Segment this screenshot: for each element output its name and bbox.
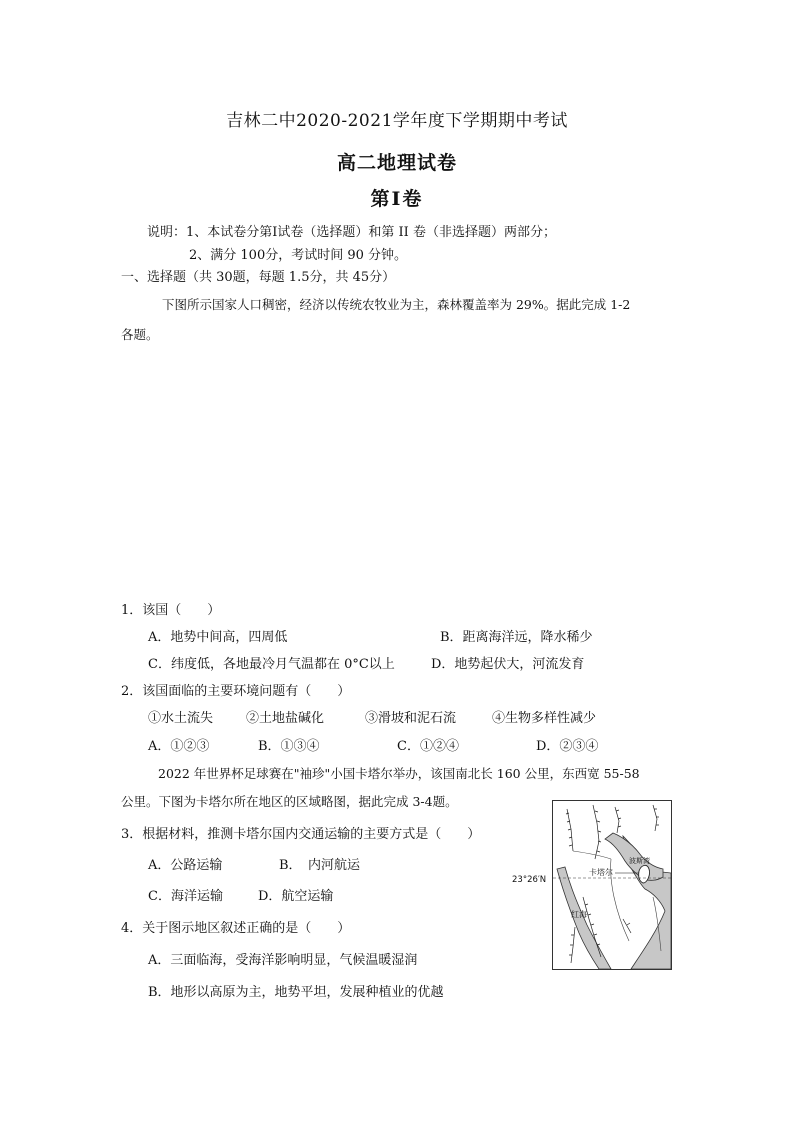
question-3-option-c: C．海洋运输 bbox=[148, 889, 223, 904]
instructions-line-2: 2、满分 100分，考试时间 90 分钟。 bbox=[189, 248, 408, 263]
latitude-label: 23°26′N bbox=[512, 875, 547, 885]
passage-2-line-1: 2022 年世界杯足球赛在"袖珍"小国卡塔尔举办，该国南北长 160 公里，东西宽 55-58 bbox=[158, 766, 640, 781]
question-2-option-b: B．①③④ bbox=[258, 739, 320, 754]
question-2-item-3: ③滑坡和泥石流 bbox=[365, 711, 457, 726]
question-1-option-b: B．距离海洋远，降水稀少 bbox=[440, 630, 593, 645]
red-sea-label: 红海 bbox=[571, 910, 587, 919]
question-1-stem: 1．该国（ ） bbox=[121, 603, 221, 618]
instructions-line-1: 说明：1、本试卷分第Ⅰ试卷（选择题）和第 II 卷（非选择题）两部分； bbox=[147, 225, 556, 240]
question-2-option-c: C．①②④ bbox=[397, 739, 459, 754]
question-4-option-b: B．地形以高原为主，地势平坦，发展种植业的优越 bbox=[148, 985, 444, 1000]
exam-header-title: 吉林二中2020-2021学年度下学期期中考试 bbox=[226, 111, 568, 131]
question-2-item-4: ④生物多样性减少 bbox=[492, 711, 597, 726]
question-4-stem: 4．关于图示地区叙述正确的是（ ） bbox=[121, 921, 351, 936]
question-2-option-d: D．②③④ bbox=[536, 739, 599, 754]
passage-1-line-1: 下图所示国家人口稠密，经济以传统农牧业为主，森林覆盖率为 29%。据此完成 1-2 bbox=[162, 297, 631, 312]
passage-2-line-2: 公里。下图为卡塔尔所在地区的区域略图，据此完成 3-4题。 bbox=[121, 794, 458, 809]
question-4-option-a: A．三面临海，受海洋影响明显，气候温暖湿润 bbox=[148, 953, 418, 968]
question-1-option-a: A．地势中间高，四周低 bbox=[148, 630, 288, 645]
section-heading: 一、选择题（共 30题，每题 1.5分，共 45分） bbox=[121, 270, 396, 285]
question-2-stem: 2．该国面临的主要环境问题有（ ） bbox=[121, 684, 351, 699]
map-graphic bbox=[553, 801, 671, 969]
question-2-item-2: ②土地盐碱化 bbox=[246, 711, 325, 726]
question-3-option-b: B． 内河航运 bbox=[279, 858, 361, 873]
question-2-item-1: ①水土流失 bbox=[148, 711, 214, 726]
question-2-option-a: A．①②③ bbox=[148, 739, 210, 754]
question-1-option-d: D．地势起伏大，河流发育 bbox=[431, 657, 585, 672]
qatar-label: 卡塔尔 bbox=[589, 868, 613, 877]
question-3-stem: 3．根据材料，推测卡塔尔国内交通运输的主要方式是（ ） bbox=[121, 827, 481, 842]
passage-1-line-2: 各题。 bbox=[121, 327, 159, 342]
question-3-option-d: D．航空运输 bbox=[258, 889, 334, 904]
question-3-option-a: A．公路运输 bbox=[148, 858, 223, 873]
question-1-option-c: C．纬度低，各地最冷月气温都在 0°C以上 bbox=[148, 657, 395, 672]
paper-subject-title: 高二地理试卷 bbox=[336, 152, 457, 174]
gulf-label: 波斯湾 bbox=[629, 858, 650, 865]
qatar-region-map bbox=[552, 800, 672, 970]
volume-title: 第Ⅰ卷 bbox=[370, 188, 424, 210]
